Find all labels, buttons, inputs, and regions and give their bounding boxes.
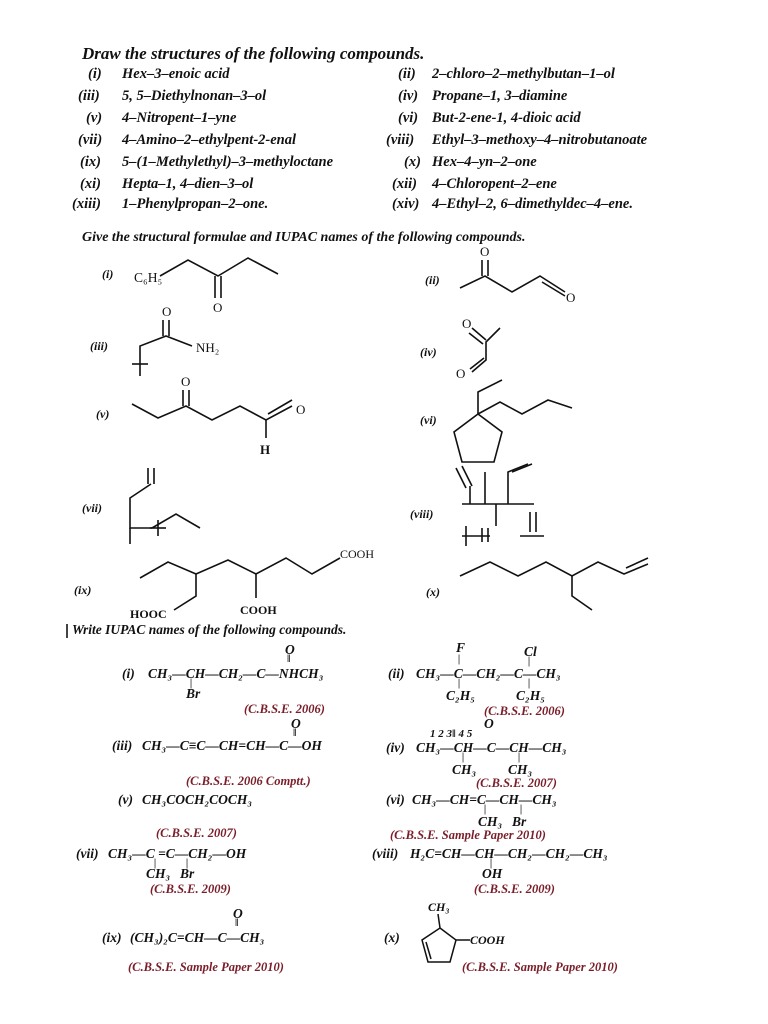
structure-iv	[456, 316, 500, 381]
s1-item-num: (xiii)	[72, 196, 101, 212]
source-tag: (C.B.S.E. 2006)	[244, 702, 325, 716]
double-bond	[626, 558, 648, 568]
source-tag: (C.B.S.E. 2007)	[156, 826, 237, 840]
bond-chain	[478, 400, 572, 414]
bond-mark: |	[528, 656, 531, 667]
s3-num: (x)	[384, 930, 400, 945]
source-tag: (C.B.S.E. 2009)	[150, 882, 231, 896]
bond-mark: |	[186, 858, 189, 869]
s1-item-num: (i)	[88, 66, 102, 82]
s3-num: (v)	[118, 792, 133, 807]
substituent: Br	[186, 686, 201, 701]
bond-mark: |	[458, 654, 461, 665]
bond-chain	[478, 380, 502, 414]
bond-mark: |	[518, 752, 521, 763]
source-tag: (C.B.S.E. Sample Paper 2010)	[390, 828, 546, 842]
structure-label: (v)	[96, 407, 110, 421]
atom-label: O	[480, 244, 490, 259]
atom-label: COOH	[240, 603, 277, 617]
atom-label: O	[181, 374, 191, 389]
s1-item-text: But-2-ene-1, 4-dioic acid	[432, 110, 581, 126]
bond-mark: |	[154, 858, 157, 869]
s3-formula: (CH₃)₂C=CH—C—CH₃	[130, 930, 265, 945]
structure-vii	[130, 468, 200, 544]
s3-formula: CH₃—CH=C—CH—CH₃	[412, 792, 557, 807]
structure-label: (vi)	[420, 413, 437, 427]
s3-num: (viii)	[372, 846, 399, 861]
structure-label: (iii)	[90, 339, 108, 353]
source-tag: (C.B.S.E. 2009)	[474, 882, 555, 896]
structure-label: (vii)	[82, 501, 102, 515]
s3-formula: CH₃COCH₂COCH₃	[142, 792, 253, 807]
structure-x	[460, 558, 648, 610]
s3-formula: H₂C=CH—CH—CH₂—CH₂—CH₃	[410, 846, 608, 861]
source-tag: (C.B.S.E. Sample Paper 2010)	[128, 960, 284, 974]
s1-item-num: (vii)	[78, 132, 103, 148]
bond-mark: |	[528, 678, 531, 689]
s1-item-num: (xii)	[392, 176, 417, 192]
substituent: CH₃	[508, 762, 533, 777]
s1-item-text: 4–Amino–2–ethylpent-2-enal	[122, 132, 296, 148]
structure-vi	[454, 380, 572, 462]
source-tag: (C.B.S.E. 2006)	[484, 704, 565, 718]
atom-label: O	[566, 290, 576, 305]
bond-chain	[132, 404, 292, 420]
s1-item-text: 4–Nitropent–1–yne	[122, 110, 237, 126]
structure-label: (iv)	[420, 345, 437, 359]
section1-heading: Draw the structures of the following compounds.	[82, 44, 425, 63]
substituent: OH	[482, 866, 503, 881]
bond-mark: |	[484, 804, 487, 815]
bond-chain	[130, 484, 152, 528]
s1-item-num: (viii)	[386, 132, 415, 148]
section3-heading: Write IUPAC names of the following compounds.	[72, 622, 347, 637]
s1-item-text: 1–Phenylpropan–2–one.	[122, 196, 269, 212]
substituent: C₂H₅	[516, 688, 545, 703]
structures-drawing	[0, 236, 768, 636]
structure-label: (ii)	[425, 273, 440, 287]
s1-item-num: (vi)	[398, 110, 419, 126]
bond-chain	[472, 328, 500, 372]
structure-label: (x)	[426, 585, 440, 599]
atom-label: COOH	[340, 547, 375, 561]
carbonyl-o: O	[484, 716, 494, 731]
s1-item-text: 5–(1–Methylethyl)–3–methyloctane	[122, 154, 334, 170]
s3-num: (vi)	[386, 792, 405, 807]
structure-label: (i)	[102, 267, 114, 281]
s3-num: (vii)	[76, 846, 99, 861]
substituent: Cl	[524, 644, 537, 659]
atom-label: COOH	[470, 933, 505, 947]
bond-chain	[140, 336, 192, 362]
substituent: Br	[180, 866, 195, 881]
atom-label: NH₂	[196, 340, 220, 355]
structure-ix	[130, 547, 374, 621]
bond-chain	[160, 258, 278, 276]
s1-item-num: (x)	[404, 154, 421, 170]
s3-num: (i)	[122, 666, 135, 681]
bond-mark: |	[190, 678, 193, 689]
cyclopentane-ring	[454, 414, 502, 462]
s3-num: (ix)	[102, 930, 122, 945]
structure-ii	[460, 244, 575, 305]
bond-chain	[460, 562, 648, 576]
bond-chain	[460, 276, 565, 292]
carbonyl-o: O	[233, 906, 243, 921]
s3-num: (ii)	[388, 666, 405, 681]
structure-v	[132, 374, 305, 457]
s1-item-text: 2–chloro–2–methylbutan–1–ol	[432, 66, 615, 82]
double-bond-mark: ‖	[235, 918, 239, 929]
atom-label: CH₃	[428, 900, 450, 914]
bond-chain	[152, 514, 200, 528]
atom-label: O	[456, 366, 466, 381]
atom-label: O	[462, 316, 472, 331]
substituent: F	[456, 640, 466, 655]
s3-formula: CH₃—CH—C—CH—CH₃	[416, 740, 567, 755]
bond	[438, 914, 440, 928]
substituent: C₂H₅	[446, 688, 475, 703]
structure-viii	[456, 464, 544, 546]
s1-item-num: (iii)	[78, 88, 100, 104]
s3-formula: CH₃—C—CH₂—C—CH₃	[416, 666, 561, 681]
atom-label: C₆H₅	[134, 270, 163, 285]
s3-formula: CH₃—C≡C—CH=CH—C—OH	[142, 738, 322, 753]
substituent: Br	[512, 814, 527, 829]
source-tag: (C.B.S.E. 2006 Comptt.)	[186, 774, 311, 788]
s1-item-num: (iv)	[398, 88, 419, 104]
atom-label: HOOC	[130, 607, 167, 621]
carbonyl-o: O	[285, 642, 295, 657]
s1-item-text: Propane–1, 3–diamine	[432, 88, 568, 104]
s1-item-num: (v)	[86, 110, 103, 126]
substituent: CH₃	[452, 762, 477, 777]
bond-chain	[174, 574, 196, 610]
atom-label: O	[162, 304, 172, 319]
bond-chain	[572, 576, 592, 610]
substituent: CH₃	[146, 866, 171, 881]
s1-item-text: Hex–4–yn–2–one	[432, 154, 537, 170]
structure-iii	[132, 304, 219, 376]
s3-num: (iv)	[386, 740, 405, 755]
s1-item-text: 4–Chloropent–2–ene	[432, 176, 557, 192]
bond-mark: |	[458, 678, 461, 689]
source-tag: (C.B.S.E. Sample Paper 2010)	[462, 960, 618, 974]
s1-item-num: (xiv)	[392, 196, 420, 212]
s1-item-text: Hepta–1, 4–dien–3–ol	[122, 176, 254, 192]
s1-item-num: (ix)	[80, 154, 101, 170]
s3-formula: CH₃—C =C—CH₂—OH	[108, 846, 247, 861]
s1-item-num: (xi)	[80, 176, 101, 192]
source-tag: (C.B.S.E. 2007)	[476, 776, 557, 790]
atom-label: O	[296, 402, 306, 417]
carbonyl-o: O	[291, 716, 301, 731]
s1-item-num: (ii)	[398, 66, 416, 82]
section2-heading: Give the structural formulae and IUPAC names of the following compounds.	[82, 230, 526, 245]
s1-item-text: Ethyl–3–methoxy–4–nitrobutanoate	[432, 132, 648, 148]
s3-num: (iii)	[112, 738, 133, 753]
structure-i	[134, 258, 278, 315]
carbon-numbers: 1 2 3‖ 4 5	[430, 728, 473, 740]
substituent: CH₃	[478, 814, 503, 829]
bond-mark: |	[520, 804, 523, 815]
bond-mark: |	[462, 752, 465, 763]
s1-item-text: 5, 5–Diethylnonan–3–ol	[122, 88, 267, 104]
bond-mark: |	[490, 858, 493, 869]
bond-chain	[140, 558, 340, 578]
double-bond-mark: ‖	[287, 654, 291, 665]
atom-label: O	[213, 300, 223, 315]
double-bond	[472, 328, 486, 340]
structure-label: (ix)	[74, 583, 92, 597]
double-bond-mark: ‖	[293, 728, 297, 739]
margin-bar	[66, 624, 68, 638]
s3-formula: CH₃—CH—CH₂—C—NHCH₃	[148, 666, 324, 681]
atom-label: H	[260, 442, 271, 457]
structure-label: (viii)	[410, 507, 434, 521]
double-bond	[512, 464, 532, 472]
s1-item-text: 4–Ethyl–2, 6–dimethyldec–4–ene.	[432, 196, 633, 212]
s1-item-text: Hex–3–enoic acid	[122, 66, 230, 82]
